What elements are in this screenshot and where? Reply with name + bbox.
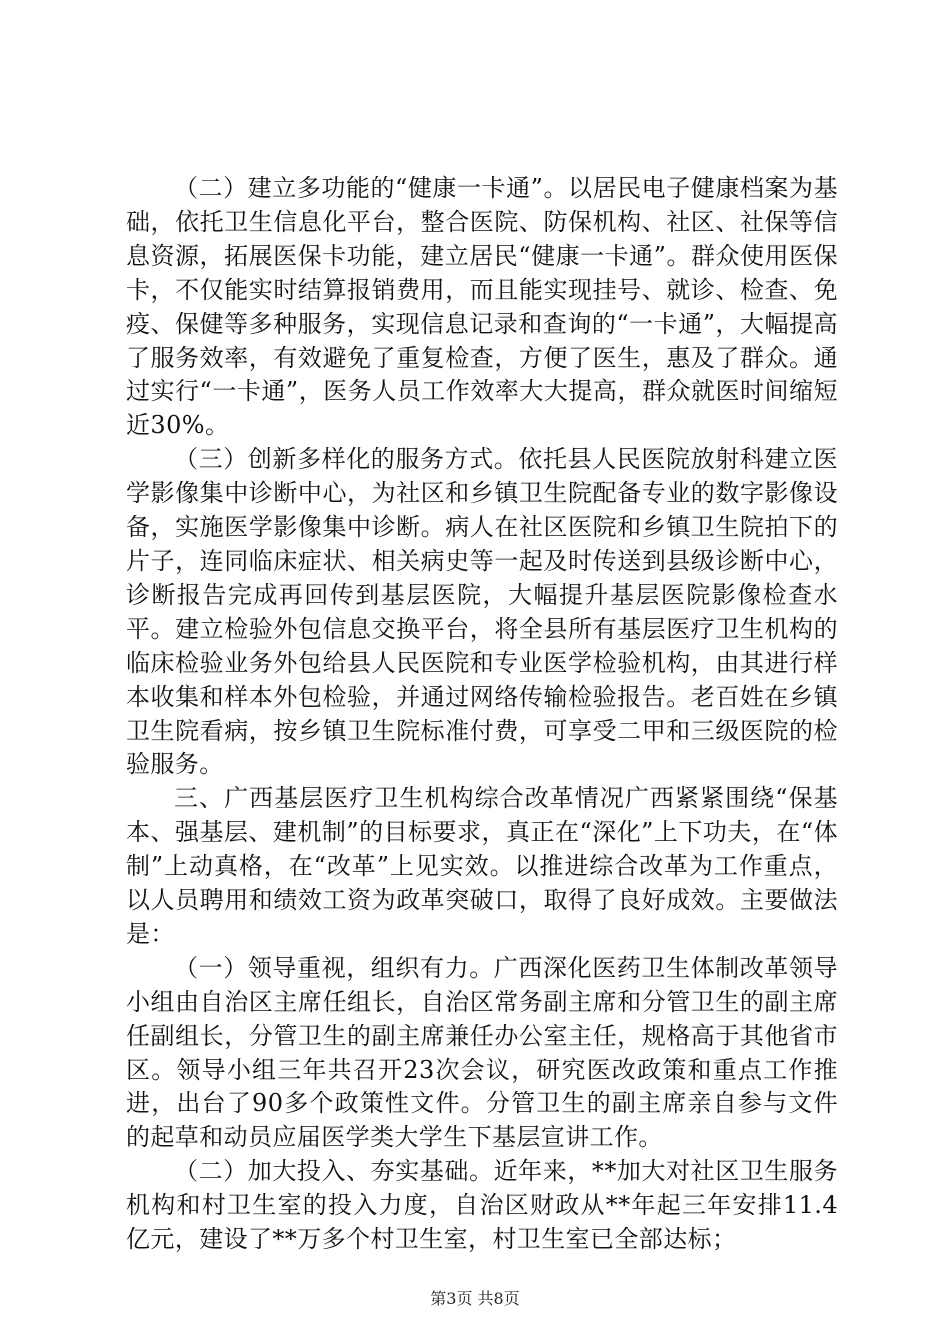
- paragraph-guangxi-reform: 三、广西基层医疗卫生机构综合改革情况广西紧紧围绕“保基本、强基层、建机制”的目标要求，真正在“深化”上下功夫，在“体制”上动真格，在“改革”上见实效。以推进综合改革为工作重点，以人员聘用和绩效工资为政革突破口，取得了良好成效。主要做法是：: [126, 784, 838, 948]
- paragraph-investment: （二）加大投入、夯实基础。近年来，**加大对社区卫生服务机构和村卫生室的投入力度，自治区财政从**年起三年安排11.4亿元，建设了**万多个村卫生室，村卫生室已全部达标；: [126, 1157, 838, 1254]
- paragraph-leadership: （一）领导重视，组织有力。广西深化医药卫生体制改革领导小组由自治区主席任组长，自治区常务副主席和分管卫生的副主席任副组长，分管卫生的副主席兼任办公室主任，规格高于其他省市区。领导小组三年共召开23次会议，研究医改政策和重点工作推进，出台了90多个政策性文件。分管卫生的副主席亲自参与文件的起草和动员应届医学类大学生下基层宣讲工作。: [126, 953, 838, 1152]
- page-number-footer: 第3页 共8页: [430, 1289, 520, 1308]
- paragraph-health-card: （二）建立多功能的“健康一卡通”。以居民电子健康档案为基础，依托卫生信息化平台，整合医院、防保机构、社区、社保等信息资源，拓展医保卡功能，建立居民“健康一卡通”。群众使用医保卡，不仅能实时结算报销费用，而且能实现挂号、就诊、检查、免疫、保健等多种服务，实现信息记录和查询的“一卡通”，大幅提高了服务效率，有效避免了重复检查，方便了医生，惠及了群众。通过实行“一卡通”，医务人员工作效率大大提高，群众就医时间缩短近30%。: [126, 174, 838, 440]
- paragraph-service-methods: （三）创新多样化的服务方式。依托县人民医院放射科建立医学影像集中诊断中心，为社区和乡镇卫生院配备专业的数字影像设备，实施医学影像集中诊断。病人在社区医院和乡镇卫生院拍下的片子，连同临床症状、相关病史等一起及时传送到县级诊断中心，诊断报告完成再回传到基层医院，大幅提升基层医院影像检查水平。建立检验外包信息交换平台，将全县所有基层医疗卫生机构的临床检验业务外包给县人民医院和专业医学检验机构，由其进行样本收集和样本外包检验，并通过网络传输检验报告。老百姓在乡镇卫生院看病，按乡镇卫生院标准付费，可享受二甲和三级医院的检验服务。: [126, 445, 838, 779]
- document-body: [126, 172, 838, 1257]
